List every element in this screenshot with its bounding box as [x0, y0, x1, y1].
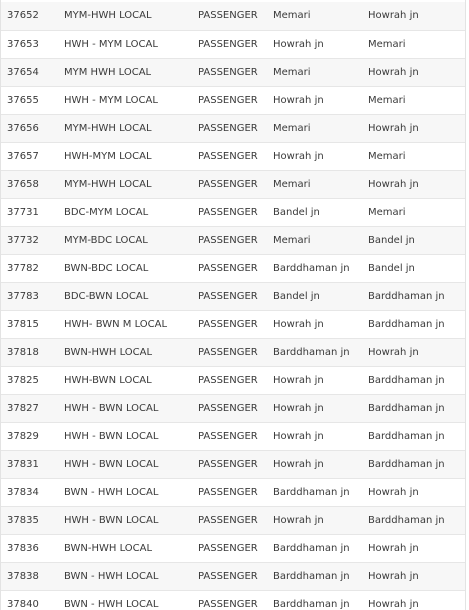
table-row[interactable] — [1, 506, 466, 534]
train-type-cell: PASSENGER — [192, 506, 267, 534]
train-number-cell: 37652 — [1, 2, 58, 30]
train-name-cell: BWN-HWH LOCAL — [58, 338, 192, 366]
table-row[interactable] — [1, 590, 466, 610]
train-name-cell: BWN - HWH LOCAL — [58, 562, 192, 590]
origin-station-cell: Memari — [267, 226, 362, 254]
origin-station-cell: Bandel jn — [267, 282, 362, 310]
train-number-cell: 37731 — [1, 198, 58, 226]
train-number-cell: 37783 — [1, 282, 58, 310]
table-row[interactable] — [1, 198, 466, 226]
train-name-cell: MYM-HWH LOCAL — [58, 2, 192, 30]
train-number-cell: 37831 — [1, 450, 58, 478]
origin-station-cell: Barddhaman jn — [267, 534, 362, 562]
train-name-cell: HWH-BWN LOCAL — [58, 366, 192, 394]
train-list-body — [1, 2, 466, 610]
destination-station-cell: Barddhaman jn — [362, 394, 466, 422]
train-type-cell: PASSENGER — [192, 450, 267, 478]
train-type-cell: PASSENGER — [192, 310, 267, 338]
origin-station-cell: Howrah jn — [267, 366, 362, 394]
table-row[interactable] — [1, 114, 466, 142]
train-name-cell: HWH-MYM LOCAL — [58, 142, 192, 170]
train-name-cell: BDC-MYM LOCAL — [58, 198, 192, 226]
train-number-cell: 37825 — [1, 366, 58, 394]
train-number-cell: 37836 — [1, 534, 58, 562]
origin-station-cell: Howrah jn — [267, 450, 362, 478]
train-name-cell: BWN - HWH LOCAL — [58, 478, 192, 506]
train-number-cell: 37657 — [1, 142, 58, 170]
origin-station-cell: Barddhaman jn — [267, 254, 362, 282]
table-row[interactable] — [1, 534, 466, 562]
table-row[interactable] — [1, 170, 466, 198]
train-number-cell: 37834 — [1, 478, 58, 506]
table-row[interactable] — [1, 366, 466, 394]
origin-station-cell: Howrah jn — [267, 86, 362, 114]
origin-station-cell: Howrah jn — [267, 422, 362, 450]
train-number-cell: 37654 — [1, 58, 58, 86]
train-name-cell: BDC-BWN LOCAL — [58, 282, 192, 310]
train-type-cell: PASSENGER — [192, 86, 267, 114]
train-type-cell: PASSENGER — [192, 366, 267, 394]
origin-station-cell: Barddhaman jn — [267, 590, 362, 610]
origin-station-cell: Barddhaman jn — [267, 478, 362, 506]
destination-station-cell: Bandel jn — [362, 226, 466, 254]
train-type-cell: PASSENGER — [192, 394, 267, 422]
train-number-cell: 37782 — [1, 254, 58, 282]
train-number-cell: 37658 — [1, 170, 58, 198]
destination-station-cell: Howrah jn — [362, 58, 466, 86]
train-type-cell: PASSENGER — [192, 562, 267, 590]
train-number-cell: 37840 — [1, 590, 58, 610]
train-name-cell: HWH- BWN M LOCAL — [58, 310, 192, 338]
train-type-cell: PASSENGER — [192, 142, 267, 170]
train-number-cell: 37653 — [1, 30, 58, 58]
train-type-cell: PASSENGER — [192, 226, 267, 254]
train-type-cell: PASSENGER — [192, 30, 267, 58]
train-type-cell: PASSENGER — [192, 254, 267, 282]
destination-station-cell: Barddhaman jn — [362, 506, 466, 534]
train-name-cell: HWH - BWN LOCAL — [58, 394, 192, 422]
table-row[interactable] — [1, 58, 466, 86]
train-name-cell: MYM-HWH LOCAL — [58, 170, 192, 198]
train-name-cell: MYM HWH LOCAL — [58, 58, 192, 86]
destination-station-cell: Barddhaman jn — [362, 282, 466, 310]
train-name-cell: HWH - BWN LOCAL — [58, 422, 192, 450]
train-type-cell: PASSENGER — [192, 282, 267, 310]
destination-station-cell: Memari — [362, 198, 466, 226]
origin-station-cell: Howrah jn — [267, 506, 362, 534]
train-name-cell: BWN-HWH LOCAL — [58, 534, 192, 562]
table-row[interactable] — [1, 142, 466, 170]
origin-station-cell: Memari — [267, 58, 362, 86]
table-row[interactable] — [1, 562, 466, 590]
table-row[interactable] — [1, 86, 466, 114]
destination-station-cell: Howrah jn — [362, 478, 466, 506]
table-row[interactable] — [1, 30, 466, 58]
train-number-cell: 37835 — [1, 506, 58, 534]
destination-station-cell: Howrah jn — [362, 338, 466, 366]
destination-station-cell: Barddhaman jn — [362, 422, 466, 450]
destination-station-cell: Memari — [362, 86, 466, 114]
origin-station-cell: Barddhaman jn — [267, 562, 362, 590]
destination-station-cell: Howrah jn — [362, 590, 466, 610]
table-row[interactable] — [1, 422, 466, 450]
train-number-cell: 37818 — [1, 338, 58, 366]
destination-station-cell: Barddhaman jn — [362, 366, 466, 394]
origin-station-cell: Barddhaman jn — [267, 338, 362, 366]
train-number-cell: 37829 — [1, 422, 58, 450]
train-name-cell: BWN-BDC LOCAL — [58, 254, 192, 282]
table-row[interactable] — [1, 310, 466, 338]
destination-station-cell: Howrah jn — [362, 534, 466, 562]
train-name-cell: MYM-BDC LOCAL — [58, 226, 192, 254]
destination-station-cell: Howrah jn — [362, 2, 466, 30]
table-row[interactable] — [1, 478, 466, 506]
train-type-cell: PASSENGER — [192, 2, 267, 30]
table-row[interactable] — [1, 2, 466, 30]
table-row[interactable] — [1, 254, 466, 282]
train-name-cell: HWH - MYM LOCAL — [58, 30, 192, 58]
train-type-cell: PASSENGER — [192, 338, 267, 366]
origin-station-cell: Bandel jn — [267, 198, 362, 226]
origin-station-cell: Memari — [267, 170, 362, 198]
train-name-cell: BWN - HWH LOCAL — [58, 590, 192, 610]
destination-station-cell: Howrah jn — [362, 170, 466, 198]
train-name-cell: HWH - MYM LOCAL — [58, 86, 192, 114]
train-number-cell: 37838 — [1, 562, 58, 590]
destination-station-cell: Bandel jn — [362, 254, 466, 282]
origin-station-cell: Howrah jn — [267, 30, 362, 58]
train-name-cell: MYM-HWH LOCAL — [58, 114, 192, 142]
destination-station-cell: Barddhaman jn — [362, 450, 466, 478]
destination-station-cell: Howrah jn — [362, 114, 466, 142]
train-type-cell: PASSENGER — [192, 590, 267, 610]
table-row[interactable] — [1, 450, 466, 478]
train-type-cell: PASSENGER — [192, 534, 267, 562]
train-list-table — [1, 2, 466, 610]
origin-station-cell: Memari — [267, 114, 362, 142]
train-type-cell: PASSENGER — [192, 422, 267, 450]
origin-station-cell: Howrah jn — [267, 310, 362, 338]
origin-station-cell: Howrah jn — [267, 394, 362, 422]
train-number-cell: 37815 — [1, 310, 58, 338]
train-type-cell: PASSENGER — [192, 170, 267, 198]
origin-station-cell: Howrah jn — [267, 142, 362, 170]
train-type-cell: PASSENGER — [192, 114, 267, 142]
train-number-cell: 37656 — [1, 114, 58, 142]
destination-station-cell: Memari — [362, 142, 466, 170]
destination-station-cell: Barddhaman jn — [362, 310, 466, 338]
train-name-cell: HWH - BWN LOCAL — [58, 450, 192, 478]
train-type-cell: PASSENGER — [192, 198, 267, 226]
table-row[interactable] — [1, 282, 466, 310]
destination-station-cell: Howrah jn — [362, 562, 466, 590]
train-number-cell: 37655 — [1, 86, 58, 114]
table-row[interactable] — [1, 226, 466, 254]
destination-station-cell: Memari — [362, 30, 466, 58]
table-row[interactable] — [1, 394, 466, 422]
train-name-cell: HWH - BWN LOCAL — [58, 506, 192, 534]
train-type-cell: PASSENGER — [192, 478, 267, 506]
train-number-cell: 37732 — [1, 226, 58, 254]
train-type-cell: PASSENGER — [192, 58, 267, 86]
table-row[interactable] — [1, 338, 466, 366]
origin-station-cell: Memari — [267, 2, 362, 30]
train-number-cell: 37827 — [1, 394, 58, 422]
